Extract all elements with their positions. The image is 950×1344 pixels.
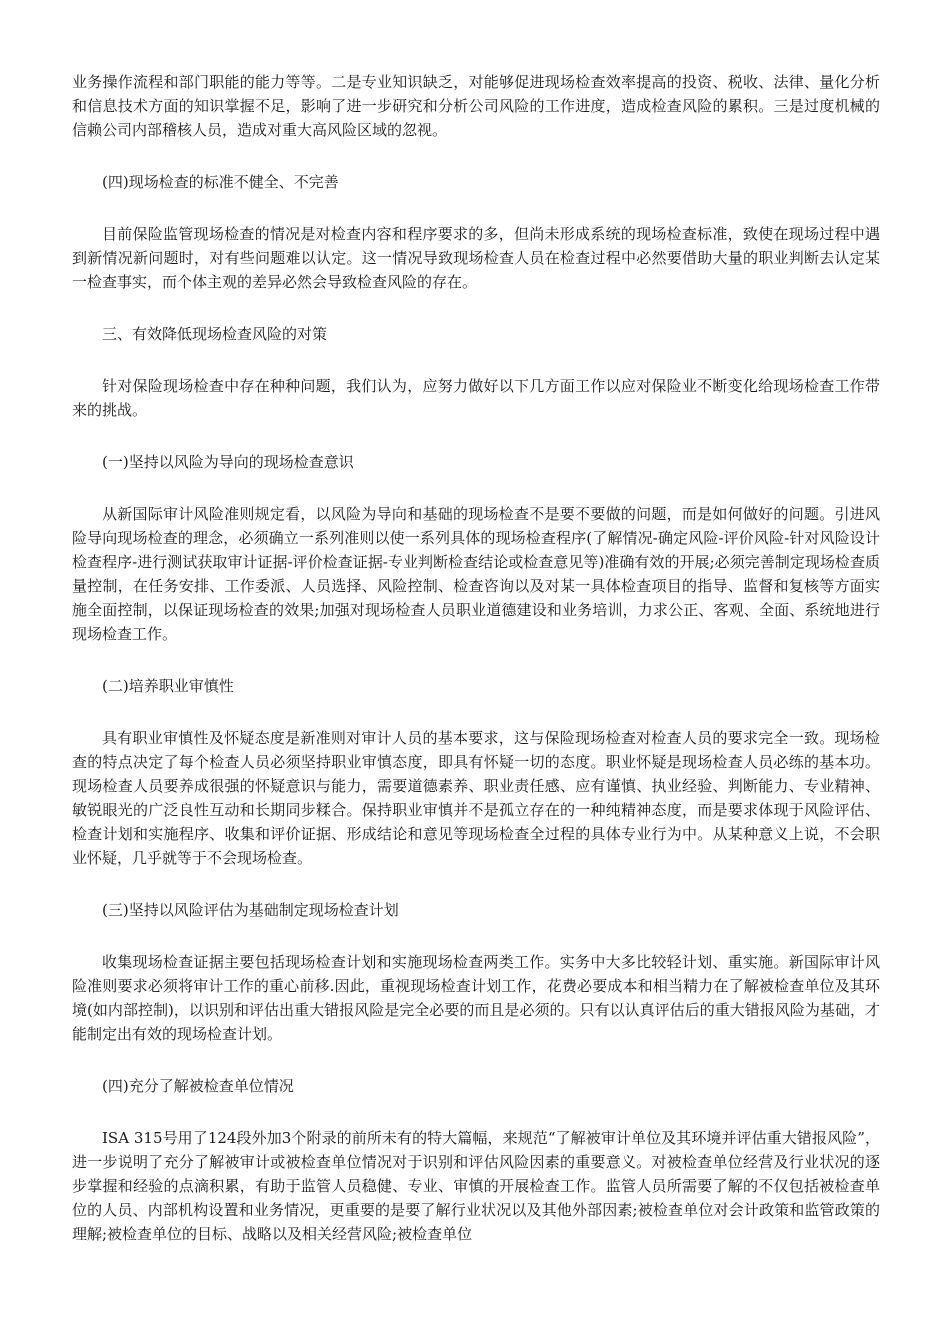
section-heading: (一)坚持以风险为导向的现场检查意识 (102, 453, 354, 471)
document-page (72, 70, 880, 1274)
body-paragraph: 针对保险现场检查中存在种种问题，我们认为，应努力做好以下几方面工作以应对保险业不断变化给现场检查工作带来的挑战。 (72, 377, 880, 419)
section-heading: (三)坚持以风险评估为基础制定现场检查计划 (102, 901, 399, 919)
body-paragraph: ISA 315号用了124段外加3个附录的前所未有的特大篇幅，来规范“了解被审计单位及其环境并评估重大错报风险”，进一步说明了充分了解被审计或被检查单位情况对于识别和评估风险因素的重要意义。对被检查单位经营及行业状况的逐步掌握和经验的点滴积累，有助于监管人员稳健、专业、审慎的开展检查工作。监管人员所需要了解的不仅包括被检查单位的人员、内部机构设置和业务情况，更重要的是要了解行业状况以及其他外部因素;被检查单位对会计政策和监管政策的理解;被检查单位的目标、战略以及相关经营风险;被检查单位 (72, 1129, 880, 1243)
body-paragraph: 目前保险监管现场检查的情况是对检查内容和程序要求的多，但尚未形成系统的现场检查标准，致使在现场过程中遇到新情况新问题时，对有些问题难以认定。这一情况导致现场检查人员在检查过程中必然要借助大量的职业判断去认定某一检查事实，而个体主观的差异必然会导致检查风险的存在。 (72, 225, 880, 291)
body-paragraph: 从新国际审计风险准则规定看，以风险为导向和基础的现场检查不是要不要做的问题，而是如何做好的问题。引进风险导向现场检查的理念，必须确立一系列准则以使一系列具体的现场检查程序(了解情况-确定风险-评价风险-针对风险设计检查程序-进行测试获取审计证据-评价检查证据-专业判断检查结论或检查意见等)准确有效的开展;必须完善制定现场检查质量控制，在任务安排、工作委派、人员选择、风险控制、检查咨询以及对某一具体检查项目的指导、监督和复核等方面实施全面控制，以保证现场检查的效果;加强对现场检查人员职业道德建设和业务培训，力求公正、客观、全面、系统地进行现场检查工作。 (72, 505, 880, 643)
body-paragraph: 具有职业审慎性及怀疑态度是新准则对审计人员的基本要求，这与保险现场检查对检查人员的要求完全一致。现场检查的特点决定了每个检查人员必须坚持职业审慎态度，即具有怀疑一切的态度。职业怀疑是现场检查人员必练的基本功。现场检查人员要养成很强的怀疑意识与能力，需要道德素养、职业责任感、应有谨慎、执业经验、判断能力、专业精神、敏锐眼光的广泛良性互动和长期同步糅合。保持职业审慎并不是孤立存在的一种纯精神态度，而是要求体现于风险评估、检查计划和实施程序、收集和评价证据、形成结论和意见等现场检查全过程的具体专业行为中。从某种意义上说，不会职业怀疑，几乎就等于不会现场检查。 (72, 729, 880, 867)
section-heading: (二)培养职业审慎性 (102, 677, 234, 695)
body-paragraph: 业务操作流程和部门职能的能力等等。二是专业知识缺乏，对能够促进现场检查效率提高的投资、税收、法律、量化分析和信息技术方面的知识掌握不足，影响了进一步研究和分析公司风险的工作进度，造成检查风险的累积。三是过度机械的信赖公司内部稽核人员，造成对重大高风险区域的忽视。 (72, 73, 880, 139)
section-heading: (四)充分了解被检查单位情况 (102, 1077, 294, 1095)
section-heading: 三、有效降低现场检查风险的对策 (102, 325, 328, 343)
body-paragraph: 收集现场检查证据主要包括现场检查计划和实施现场检查两类工作。实务中大多比较轻计划、重实施。新国际审计风险准则要求必须将审计工作的重心前移.因此，重视现场检查计划工作，花费必要成本和相当精力在了解被检查单位及其环境(如内部控制)，以识别和评估出重大错报风险是完全必要的而且是必须的。只有以认真评估后的重大错报风险为基础，才能制定出有效的现场检查计划。 (72, 953, 880, 1043)
section-heading: (四)现场检查的标准不健全、不完善 (102, 173, 339, 191)
